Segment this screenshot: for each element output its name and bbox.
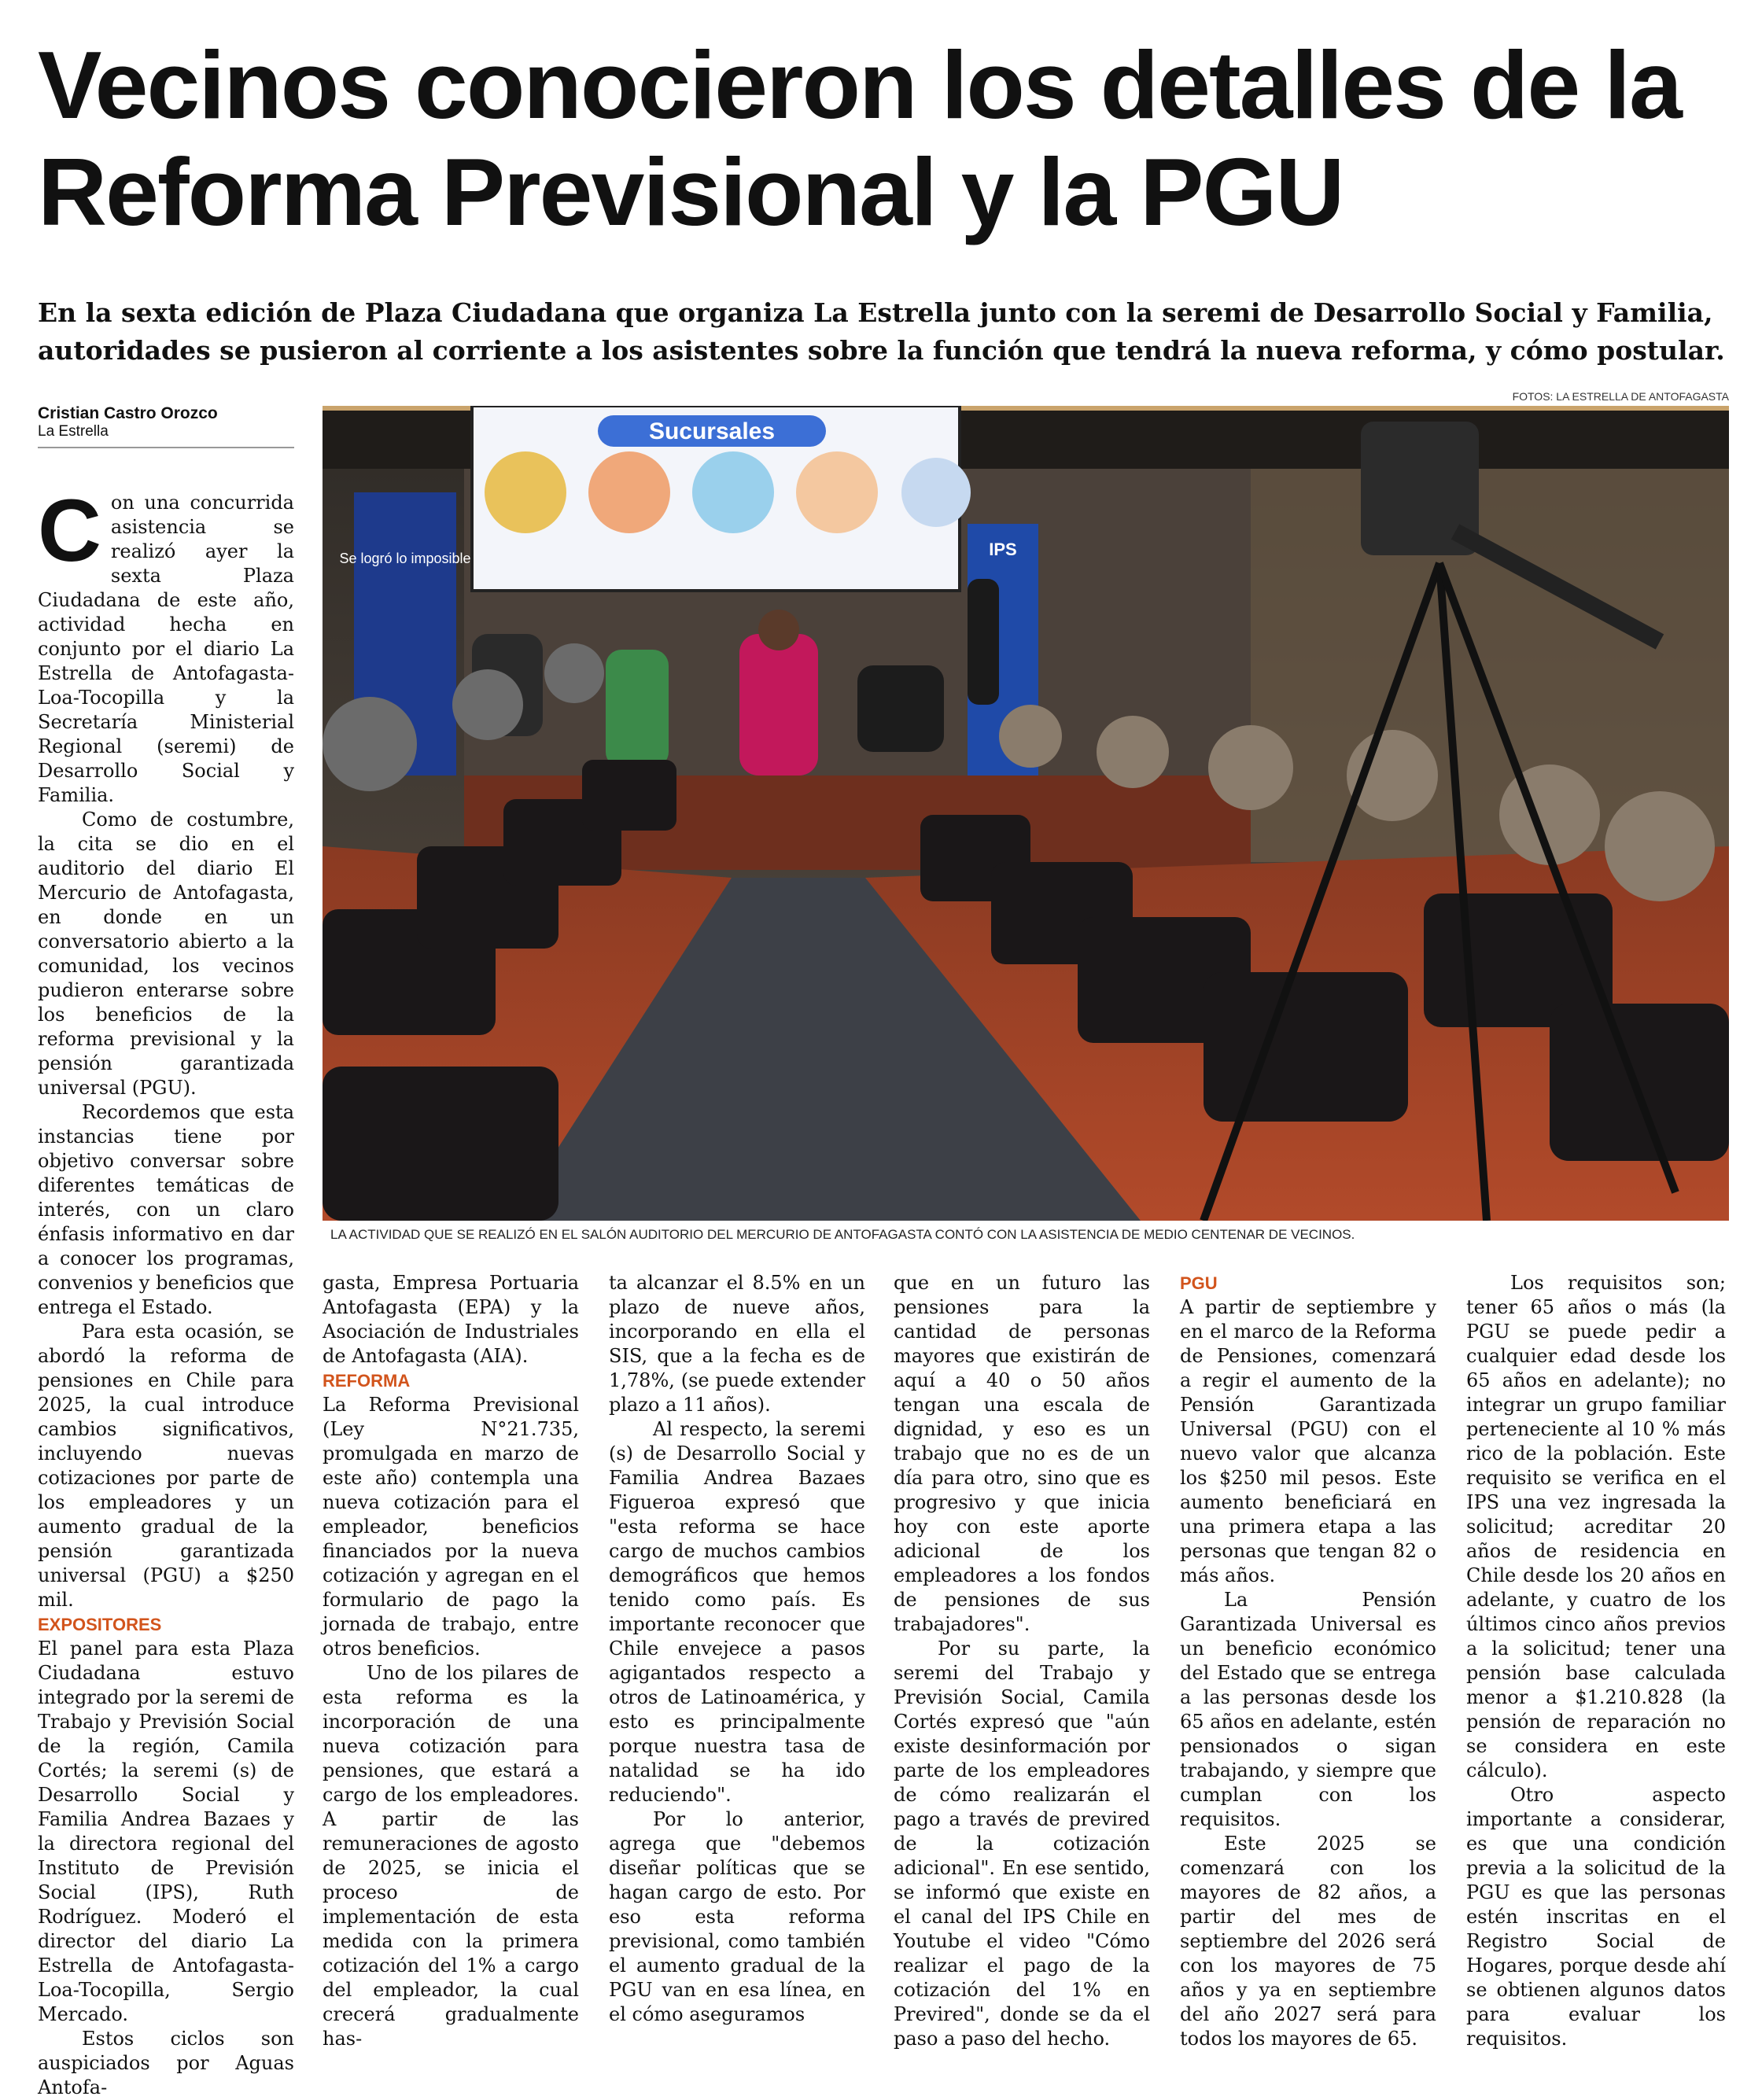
lead-paragraph: En la sexta edición de Plaza Ciudadana que organiza La Estrella junto con la seremi de Desarrollo Social y Familia, autoridades se pusieron al corriente a los asistentes sobre la función que tendrá la nueva reforma, y cómo postular. xyxy=(38,297,1725,366)
drop-cap: C xyxy=(38,481,101,580)
photo-credit: FOTOS: LA ESTRELLA DE ANTOFAGASTA xyxy=(1512,390,1729,403)
left-banner-text: Se logró lo imposible xyxy=(339,551,471,566)
author-name: Cristian Castro Orozco xyxy=(38,404,218,422)
subhead-pgu: PGU xyxy=(1180,1273,1218,1293)
col1-paragraph-1 xyxy=(38,481,294,808)
outlet-name: La Estrella xyxy=(38,423,109,440)
col2-paragraph-1: gasta, Empresa Portuaria Antofagasta (EPA) y la Asociación de Industriales de Antofagasta (AIA). xyxy=(323,1272,579,1367)
col4-paragraph-2: Por su parte, la seremi del Trabajo y Previsión Social, Camila Cortés expresó que "aún existe desinformación por parte de los empleadores de cómo realizarán el pago a través de previred de la cotización adicional". En ese sentido, se informó que existe en el canal del IPS Chile en Youtube el video "Cómo realizar el pago de la cotización del 1% en Previred", donde se da el paso a paso del hecho. xyxy=(894,1638,1150,2050)
column-4 xyxy=(894,1271,1150,2051)
col3-paragraph-1: ta alcanzar el 8.5% en un plazo de nueve años, incorporando en ella el SIS, que a la fecha es de 1,78%, (se puede extender plazo a 11 años). xyxy=(609,1272,865,1416)
screen-title: Sucursales xyxy=(648,418,776,444)
col1-paragraph-3: Recordemos que esta instancias tiene por objetivo conversar sobre diferentes temáticas de interés, con un claro énfasis informativo en dar a conocer los programas, convenios y beneficios que entrega el Estado. xyxy=(38,1101,294,1318)
col2-paragraph-2: La Reforma Previsional (Ley N°21.735, promulgada en marzo de este año) contempla una nueva cotización para el empleador, beneficios financiados por la nueva cotización y agregan en el formulario de pago la jornada de trabajo, entre otros beneficios. xyxy=(323,1394,579,1660)
col1-paragraph-2: Como de costumbre, la cita se dio en el auditorio del diario El Mercurio de Antofagasta, en donde en un conversatorio abierto a la comunidad, los vecinos pudieron enterarse sobre los beneficios de la reforma previsional y la pensión garantizada universal (PGU). xyxy=(38,809,294,1099)
headline: Vecinos conocieron los detalles de la Reforma Previsional y la PGU xyxy=(38,31,1681,245)
subhead-reforma: REFORMA xyxy=(323,1371,411,1391)
subhead-expositores: EXPOSITORES xyxy=(38,1615,162,1634)
col3-paragraph-2: Al respecto, la seremi (s) de Desarrollo Social y Familia Andrea Bazaes Figueroa expresó que "esta reforma se hace cargo de muchos cambios demográficos que hemos tenido como país. Es importante reconocer que Chile envejece a pasos agigantados respecto a otros de Latinoamérica, y esto es principalmente porque nuestra tasa de natalidad se ha ido reduciendo". xyxy=(609,1418,865,1806)
column-6 xyxy=(1466,1271,1726,2051)
col1-paragraph-1-text: on una concurrida asistencia se realizó ayer la sexta Plaza Ciudadana de este año, actividad hecha en conjunto por el diario La Estrella de Antofagasta-Loa-Tocopilla y la Secretaría Ministerial Regional (seremi) de Desarrollo Social y Familia. xyxy=(38,492,294,806)
right-banner-text: IPS xyxy=(989,540,1017,559)
col1-paragraph-4: Para esta ocasión, se abordó la reforma de pensiones en Chile para 2025, la cual introduce cambios significativos, incluyendo nuevas cotizaciones por parte de los empleadores y un aumento gradual de la pensión garantizada universal (PGU) a $250 mil. xyxy=(38,1321,294,1611)
col1-paragraph-5: El panel para esta Plaza Ciudadana estuvo integrado por la seremi de Trabajo y Previsión Social de la región, Camila Cortés; la seremi (s) de Desarrollo Social y Familia Andrea Bazaes y la directora regional del Instituto de Previsión Social (IPS), Ruth Rodríguez. Moderó el director del diario La Estrella de Antofagasta-Loa-Tocopilla, Sergio Mercado. xyxy=(38,1638,294,2025)
column-2 xyxy=(323,1271,579,2051)
column-5 xyxy=(1180,1271,1436,2051)
col6-paragraph-2: Otro aspecto importante a considerar, es que una condición previa a la solicitud de la PGU es que las personas estén inscritas en el Registro Social de Hogares, porque desde ahí se obtienen algunos datos para evaluar los requisitos. xyxy=(1466,1784,1726,2050)
col2-paragraph-3: Uno de los pilares de esta reforma es la incorporación de una nueva cotización para pensiones, que estará a cargo de los empleadores. A partir de las remuneraciones de agosto de 2025, se inicia el proceso de implementación de esta medida con la primera cotización del 1% a cargo del empleador, la cual crecerá gradualmente has- xyxy=(323,1662,579,2050)
auditorium-photo xyxy=(323,406,1729,1221)
col5-paragraph-1: A partir de septiembre y en el marco de la Reforma de Pensiones, comenzará a regir el aumento de la Pensión Garantizada Universal (PGU) con el nuevo valor que alcanza los $250 mil pesos. Este aumento beneficiará en una primera etapa a las personas que tengan 82 o más años. xyxy=(1180,1296,1436,1586)
col5-paragraph-3: Este 2025 se comenzará con los mayores de 82 años, a partir del mes de septiembre del 2026 será con los mayores de 75 años y ya en septiembre del año 2027 será para todos los mayores de 65. xyxy=(1180,1833,1436,2050)
col4-paragraph-1: que en un futuro las pensiones para la cantidad de personas mayores que existirán de aquí a 40 o 50 años tengan una escala de dignidad, y eso es un trabajo que no es de un día para otro, sino que es progresivo y que inicia hoy con este aporte adicional de los empleadores a los fondos de pensiones de sus trabajadores". xyxy=(894,1272,1150,1635)
col5-paragraph-2: La Pensión Garantizada Universal es un beneficio económico del Estado que se entrega a las personas desde los 65 años en adelante, estén pensionados o sigan trabajando, y siempre que cumplan con los requisitos. xyxy=(1180,1589,1436,1830)
col1-paragraph-6: Estos ciclos son auspiciados por Aguas Antofa- xyxy=(38,2028,294,2098)
column-3 xyxy=(609,1271,865,2027)
byline xyxy=(38,404,294,448)
col6-paragraph-1: Los requisitos son; tener 65 años o más (la PGU se puede pedir a cualquier edad desde los 65 años en adelante); no integrar un grupo familiar perteneciente al 10 % más rico de la población. Este requisito se verifica en el IPS una vez ingresada la solicitud; acreditar 20 años de residencia en Chile desde los 20 años en adelante, y cuatro de los últimos cinco años previos a la solicitud; tener una pensión base calculada menor a $1.210.828 (la pensión de reparación no se considera en este cálculo). xyxy=(1466,1272,1726,1781)
col3-paragraph-3: Por lo anterior, agrega que "debemos diseñar políticas que se hagan cargo de esto. Por eso esta reforma previsional, como también el aumento gradual de la PGU van en esa línea, en el cómo aseguramos xyxy=(609,1808,865,2025)
photo-caption: LA ACTIVIDAD QUE SE REALIZÓ EN EL SALÓN AUDITORIO DEL MERCURIO DE ANTOFAGASTA CONTÓ CON LA ASISTENCIA DE MEDIO CENTENAR DE VECINOS. xyxy=(330,1227,1355,1242)
column-1 xyxy=(38,481,294,2100)
